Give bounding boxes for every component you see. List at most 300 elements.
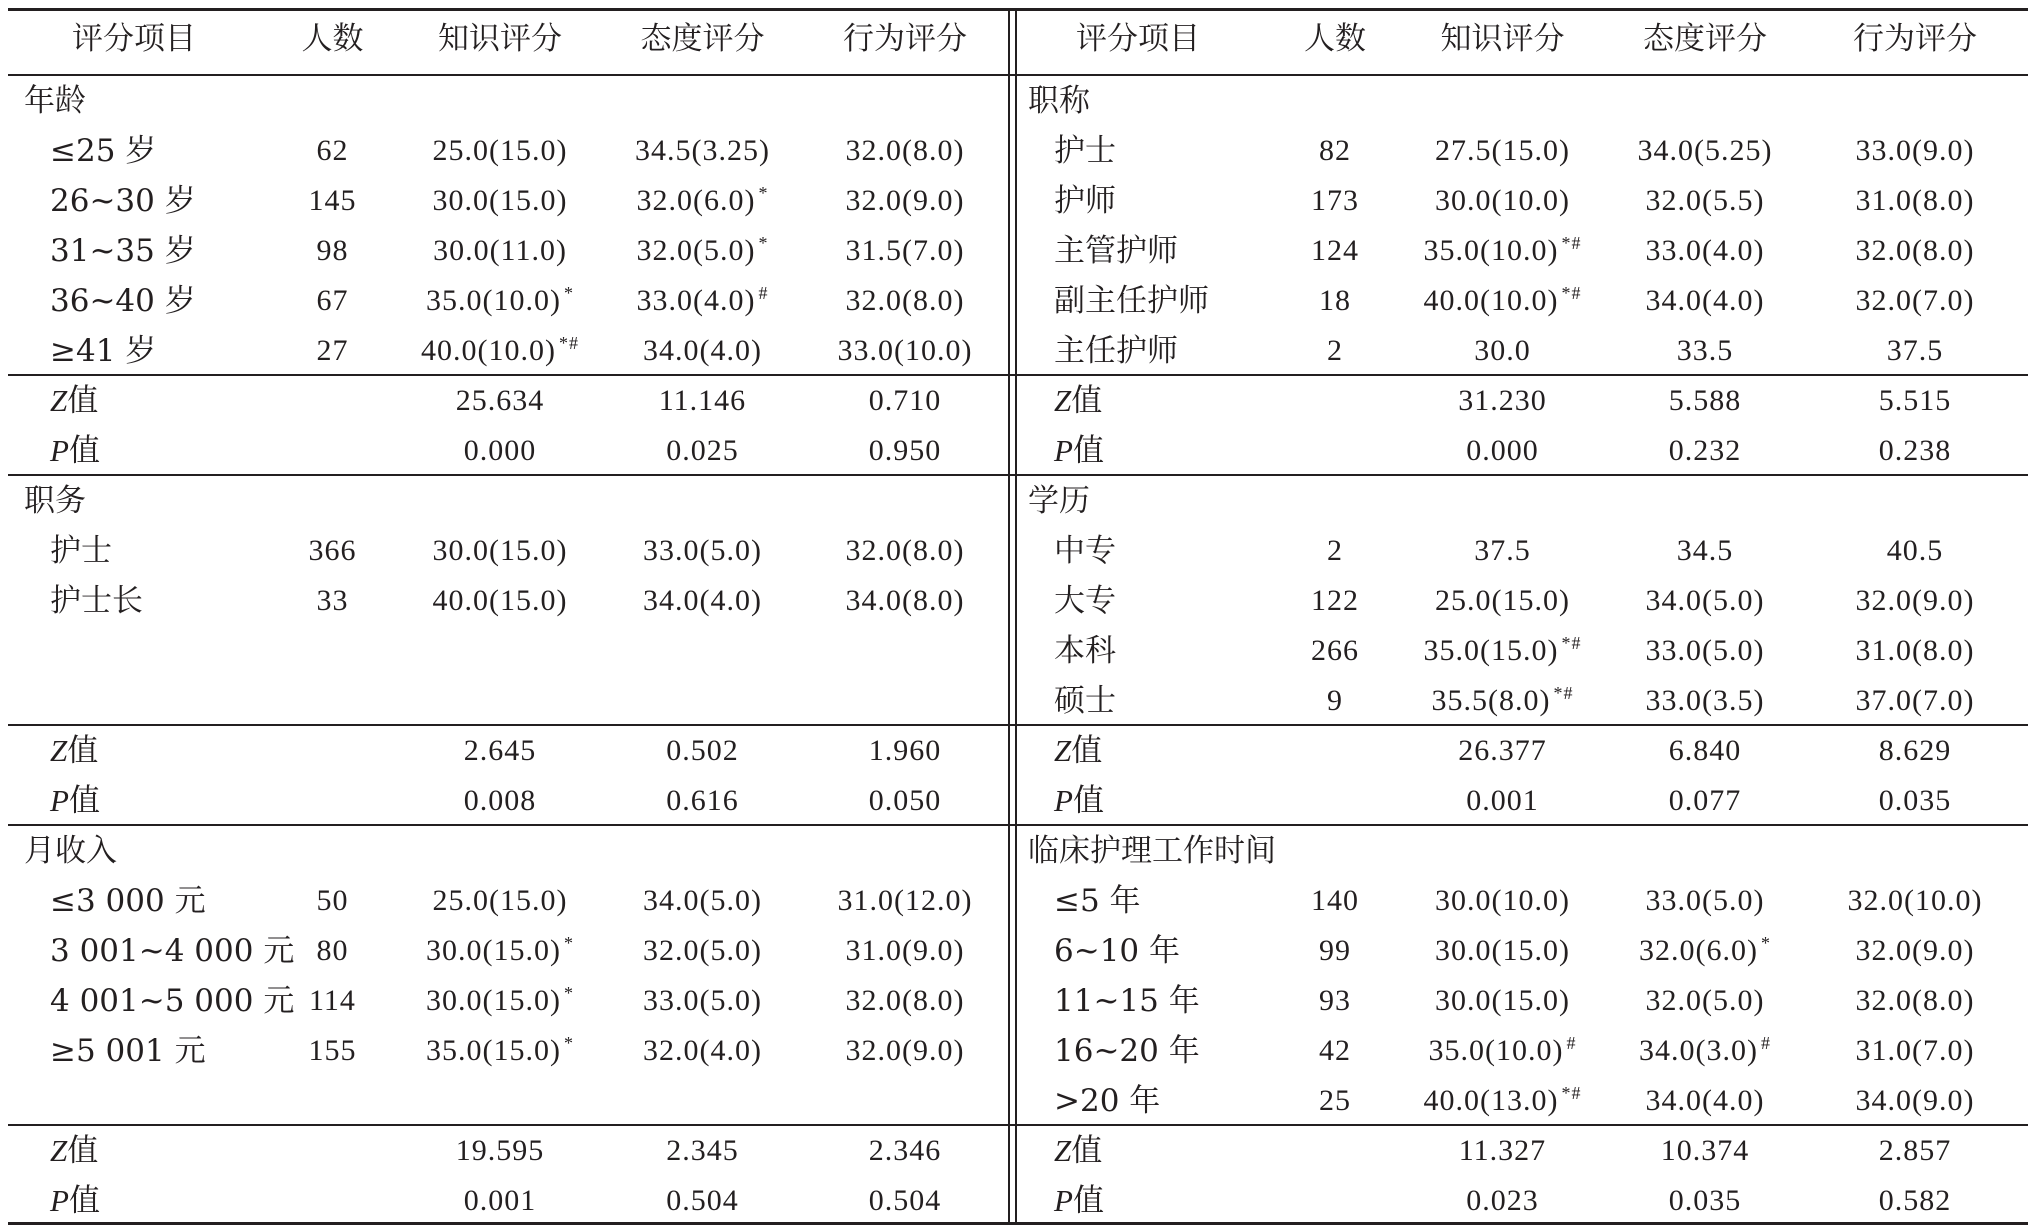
attitude-significance-mark: # [758,283,769,303]
z-value-knowledge-text: 11.327 [1458,1134,1547,1167]
row-knowledge-score [400,926,600,976]
row-behavior-score [1810,326,2020,376]
row-label [1054,1076,1160,1126]
attitude-score-text: 32.0(5.5) [1645,184,1765,217]
col-header-item-text: 评分项目 [72,21,196,57]
row-count-text: 145 [308,184,357,217]
attitude-score-text: 34.0(4.0) [1645,284,1765,317]
row-count [1265,576,1405,626]
z-value-knowledge-text: 26.377 [1458,734,1547,767]
header-rule [8,74,2028,76]
row-label [1054,926,1180,976]
z-value-attitude-text: 5.588 [1668,384,1742,417]
p-value-attitude [1600,1176,1810,1226]
group-title-text: 月收入 [24,833,117,869]
row-behavior-score [805,126,1005,176]
p-value-knowledge-text: 0.001 [463,1184,537,1217]
row-count-text: 42 [1319,1034,1351,1067]
attitude-score-text: 34.0(4.0) [643,334,762,367]
p-value-suffix: 值 [68,783,100,819]
row-count [1265,626,1405,676]
z-value-knowledge [400,376,600,426]
p-value-symbol: P [50,433,69,468]
p-value-label [50,1176,100,1226]
row-label-text: ≤5 年 [1054,883,1141,919]
col-header-knowledge-right [1405,14,1600,64]
behavior-score-text: 34.0(9.0) [1855,1084,1975,1117]
p-value-knowledge [1405,776,1600,826]
z-value-knowledge-text: 31.230 [1458,384,1547,417]
col-header-attitude-left [600,14,805,64]
row-count [265,226,400,276]
row-label-text: ≥41 岁 [50,333,157,369]
z-value-suffix: 值 [67,1133,99,1169]
attitude-score-text: 33.5 [1676,334,1734,367]
row-label-text: >20 年 [1054,1083,1161,1119]
behavior-score-text: 32.0(7.0) [1855,284,1975,317]
col-header-count-right [1265,14,1405,64]
knowledge-significance-mark: * [563,933,574,953]
behavior-score-text: 32.0(10.0) [1847,884,1983,917]
col-header-knowledge-text: 知识评分 [438,21,562,57]
p-value-attitude [600,1176,805,1226]
group-title [1028,826,1276,876]
group-title-text: 学历 [1028,483,1090,519]
row-count-text: 124 [1311,234,1359,267]
behavior-score-text: 32.0(9.0) [845,1034,965,1067]
z-value-knowledge-text: 2.645 [463,734,537,767]
row-count-text: 155 [308,1034,357,1067]
row-knowledge-score [400,226,600,276]
z-value-knowledge [1405,726,1600,776]
behavior-score-text: 32.0(9.0) [1855,934,1975,967]
p-value-behavior [1810,426,2020,476]
behavior-score-text: 32.0(8.0) [845,534,965,567]
z-value-attitude [600,376,805,426]
row-label-text: 31~35 岁 [50,233,196,269]
behavior-score-text: 37.0(7.0) [1855,684,1975,717]
knowledge-significance-mark: * [563,983,574,1003]
col-header-attitude-right [1600,14,1810,64]
row-attitude-score [1600,876,1810,926]
group-title [24,826,117,876]
p-value-behavior-text: 0.504 [868,1184,942,1217]
row-knowledge-score [400,276,600,326]
p-value-label [1054,426,1104,476]
row-attitude-score [1600,1076,1810,1126]
row-count [265,176,400,226]
row-attitude-score [1600,326,1810,376]
z-value-attitude-text: 2.345 [666,1134,739,1167]
knowledge-score-text: 30.0(15.0) [1435,984,1570,1017]
row-knowledge-score [1405,176,1600,226]
p-value-behavior-text: 0.050 [868,784,942,817]
row-attitude-score [1600,976,1810,1026]
z-value-symbol: Z [1054,733,1072,768]
z-value-suffix: 值 [67,383,99,419]
group-title-text: 临床护理工作时间 [1028,833,1276,869]
row-attitude-score [1600,676,1810,726]
row-label-text: 3 001~4 000 元 [50,933,295,969]
knowledge-score-text: 25.0(15.0) [432,134,568,167]
knowledge-significance-mark: *# [1561,1083,1582,1103]
z-value-behavior [1810,726,2020,776]
row-attitude-score [1600,276,1810,326]
knowledge-score-text: 40.0(10.0) [421,334,556,367]
p-value-knowledge-text: 0.000 [463,434,537,467]
col-header-item-left [14,14,254,64]
row-label [1054,526,1116,576]
attitude-score-text: 32.0(6.0) [636,184,756,217]
attitude-score-text: 34.0(5.25) [1637,134,1773,167]
z-value-symbol: Z [1054,1133,1072,1168]
attitude-score-text: 32.0(5.0) [636,234,756,267]
row-count-text: 27 [316,334,349,367]
row-count [1265,126,1405,176]
p-value-symbol: P [50,1183,69,1218]
row-attitude-score [600,1026,805,1076]
row-knowledge-score [1405,226,1600,276]
attitude-score-text: 34.0(5.0) [1645,584,1765,617]
z-value-knowledge [400,726,600,776]
row-attitude-score [600,276,805,326]
z-value-symbol: Z [50,383,68,418]
attitude-significance-mark: * [758,183,769,203]
row-knowledge-score [1405,276,1600,326]
p-value-attitude [600,426,805,476]
group-title-text: 年龄 [24,83,86,119]
row-label-text: 护士 [50,533,112,569]
p-value-knowledge [400,776,600,826]
row-attitude-score [1600,226,1810,276]
p-value-symbol: P [50,783,69,818]
row-behavior-score [1810,676,2020,726]
knowledge-score-text: 40.0(13.0) [1423,1084,1559,1117]
row-count-text: 366 [308,534,357,567]
row-label-text: 本科 [1054,633,1116,669]
z-value-behavior-text: 8.629 [1878,734,1952,767]
col-header-knowledge-text: 知识评分 [1440,21,1565,57]
row-label [50,126,156,176]
row-behavior-score [805,326,1005,376]
group-title-text: 职称 [1028,83,1090,119]
row-count [265,276,400,326]
z-value-behavior [805,726,1005,776]
knowledge-score-text: 30.0(11.0) [433,234,567,267]
p-value-knowledge-text: 0.000 [1466,434,1539,467]
row-knowledge-score [400,876,600,926]
attitude-score-text: 33.0(5.0) [1645,884,1765,917]
col-header-behavior-left [805,14,1005,64]
row-knowledge-score [1405,526,1600,576]
row-count-text: 67 [316,284,349,317]
row-count-text: 93 [1319,984,1351,1017]
z-value-symbol: Z [50,733,68,768]
col-header-count-text: 人数 [301,21,364,57]
row-attitude-score [600,576,805,626]
row-label [50,176,196,226]
knowledge-score-text: 37.5 [1474,534,1531,567]
row-label-text: ≥5 001 元 [50,1033,206,1069]
knowledge-score-text: 30.0(15.0) [432,184,568,217]
attitude-score-text: 33.0(5.0) [643,534,762,567]
p-value-suffix: 值 [68,433,100,469]
z-value-behavior [805,376,1005,426]
z-value-behavior-text: 0.710 [868,384,942,417]
row-count-text: 18 [1319,284,1351,317]
z-value-symbol: Z [1054,383,1072,418]
z-value-behavior [1810,1126,2020,1176]
attitude-score-text: 33.0(5.0) [1645,634,1765,667]
p-value-behavior-text: 0.238 [1878,434,1952,467]
z-value-attitude-text: 6.840 [1668,734,1742,767]
p-value-attitude [600,776,805,826]
center-divider-left [1008,10,1010,1222]
row-knowledge-score [1405,976,1600,1026]
behavior-score-text: 32.0(8.0) [845,284,965,317]
p-value-behavior-text: 0.582 [1878,1184,1952,1217]
row-knowledge-score [1405,926,1600,976]
row-attitude-score [600,926,805,976]
row-behavior-score [805,926,1005,976]
z-value-knowledge [1405,1126,1600,1176]
z-value-knowledge-text: 19.595 [455,1134,545,1167]
row-count [1265,676,1405,726]
row-label-text: 26~30 岁 [50,183,196,219]
col-header-item-right [1018,14,1258,64]
row-behavior-score [805,1026,1005,1076]
knowledge-significance-mark: *# [1561,233,1582,253]
knowledge-score-text: 30.0(10.0) [1435,884,1570,917]
attitude-score-text: 34.0(5.0) [643,884,762,917]
p-value-knowledge [400,1176,600,1226]
knowledge-score-text: 30.0(15.0) [1435,934,1570,967]
z-value-attitude [600,1126,805,1176]
row-behavior-score [805,876,1005,926]
behavior-score-text: 32.0(9.0) [1855,584,1975,617]
behavior-score-text: 34.0(8.0) [845,584,965,617]
attitude-score-text: 33.0(5.0) [643,984,762,1017]
z-value-suffix: 值 [1071,733,1103,769]
knowledge-score-text: 27.5(15.0) [1435,134,1570,167]
row-attitude-score [1600,126,1810,176]
z-value-attitude-text: 10.374 [1660,1134,1750,1167]
row-knowledge-score [400,126,600,176]
p-value-attitude-text: 0.077 [1668,784,1742,817]
behavior-score-text: 31.0(8.0) [1855,634,1975,667]
row-knowledge-score [1405,576,1600,626]
row-knowledge-score [1405,326,1600,376]
knowledge-score-text: 30.0(10.0) [1435,184,1570,217]
row-knowledge-score [1405,626,1600,676]
z-value-label [50,376,98,426]
row-knowledge-score [400,326,600,376]
behavior-score-text: 32.0(8.0) [1855,234,1975,267]
center-divider-right [1015,10,1017,1222]
row-count-text: 62 [316,134,349,167]
row-count [265,1026,400,1076]
p-value-knowledge [400,426,600,476]
row-label-text: 主任护师 [1054,333,1178,369]
z-value-attitude [1600,1126,1810,1176]
row-attitude-score [600,876,805,926]
z-value-label [1054,726,1102,776]
row-count [1265,1026,1405,1076]
row-count [1265,526,1405,576]
knowledge-score-text: 40.0(15.0) [432,584,568,617]
behavior-score-text: 40.5 [1886,534,1944,567]
group-title-text: 职务 [24,483,86,519]
row-label-text: 护士 [1054,133,1116,169]
row-count [265,576,400,626]
row-count [265,326,400,376]
row-behavior-score [805,526,1005,576]
row-knowledge-score [400,576,600,626]
attitude-score-text: 32.0(5.0) [643,934,762,967]
p-value-behavior [805,1176,1005,1226]
row-label-text: 护士长 [50,583,143,619]
knowledge-score-text: 30.0(15.0) [432,534,568,567]
knowledge-score-text: 30.0(15.0) [426,984,561,1017]
row-label [1054,676,1116,726]
row-knowledge-score [1405,676,1600,726]
z-value-suffix: 值 [1071,1133,1103,1169]
row-attitude-score [1600,526,1810,576]
p-value-attitude [1600,776,1810,826]
knowledge-score-text: 30.0(15.0) [426,934,561,967]
knowledge-significance-mark: *# [558,333,579,353]
row-behavior-score [1810,1076,2020,1126]
col-header-behavior-right [1810,14,2020,64]
knowledge-score-text: 30.0 [1474,334,1531,367]
row-attitude-score [600,326,805,376]
z-value-symbol: Z [50,1133,68,1168]
attitude-score-text: 33.0(4.0) [636,284,756,317]
p-value-behavior [805,426,1005,476]
row-attitude-score [600,176,805,226]
p-value-attitude [1600,426,1810,476]
row-count [1265,276,1405,326]
knowledge-score-text: 25.0(15.0) [1435,584,1570,617]
row-count [1265,176,1405,226]
group-title [1028,476,1090,526]
row-behavior-score [805,976,1005,1026]
row-count-text: 122 [1311,584,1359,617]
knowledge-significance-mark: *# [1561,283,1582,303]
row-label [50,976,294,1026]
z-value-attitude [1600,726,1810,776]
p-value-attitude-text: 0.232 [1668,434,1742,467]
row-attitude-score [1600,626,1810,676]
knowledge-score-text: 35.0(10.0) [426,284,561,317]
row-label-text: 11~15 年 [1054,983,1200,1019]
row-behavior-score [1810,126,2020,176]
row-label [50,1026,206,1076]
behavior-score-text: 32.0(8.0) [845,134,965,167]
p-value-behavior-text: 0.950 [868,434,942,467]
row-count-text: 80 [316,934,349,967]
behavior-score-text: 32.0(8.0) [845,984,965,1017]
row-attitude-score [600,976,805,1026]
p-value-attitude-text: 0.616 [666,784,739,817]
group-title [24,76,86,126]
z-value-behavior-text: 1.960 [868,734,942,767]
p-value-label [50,776,100,826]
row-behavior-score [1810,926,2020,976]
z-value-attitude-text: 0.502 [666,734,739,767]
row-label-text: 大专 [1054,583,1116,619]
row-label [1054,876,1141,926]
attitude-score-text: 34.0(4.0) [643,584,762,617]
row-behavior-score [1810,526,2020,576]
row-attitude-score [600,126,805,176]
z-value-knowledge-text: 25.634 [455,384,545,417]
row-label-text: 硕士 [1054,683,1116,719]
z-value-knowledge [1405,376,1600,426]
p-value-knowledge [1405,426,1600,476]
row-count [1265,926,1405,976]
behavior-score-text: 31.0(12.0) [837,884,973,917]
knowledge-significance-mark: *# [1553,683,1574,703]
attitude-significance-mark: # [1760,1033,1771,1053]
attitude-score-text: 34.5 [1676,534,1734,567]
row-count [265,926,400,976]
row-count-text: 140 [1311,884,1359,917]
row-knowledge-score [400,176,600,226]
p-value-attitude-text: 0.035 [1668,1184,1742,1217]
group-title [1028,76,1090,126]
row-label [1054,626,1116,676]
row-behavior-score [805,226,1005,276]
row-count [1265,226,1405,276]
knowledge-significance-mark: * [563,283,574,303]
row-label [1054,126,1116,176]
row-count-text: 2 [1327,334,1343,367]
p-value-suffix: 值 [1072,783,1104,819]
row-count [265,126,400,176]
p-value-symbol: P [1054,783,1073,818]
z-value-behavior-text: 2.857 [1878,1134,1952,1167]
knowledge-significance-mark: * [563,1033,574,1053]
z-value-behavior [1810,376,2020,426]
row-behavior-score [1810,176,2020,226]
p-value-label [1054,776,1104,826]
p-value-behavior [1810,776,2020,826]
row-count [1265,976,1405,1026]
row-attitude-score [600,526,805,576]
p-value-knowledge-text: 0.008 [463,784,537,817]
row-attitude-score [1600,1026,1810,1076]
row-label-text: 6~10 年 [1054,933,1180,969]
row-label [50,576,143,626]
p-value-label [50,426,100,476]
p-value-attitude-text: 0.504 [666,1184,739,1217]
z-value-attitude [600,726,805,776]
row-behavior-score [1810,276,2020,326]
p-value-label [1054,1176,1104,1226]
z-value-suffix: 值 [67,733,99,769]
row-label-text: ≤25 岁 [50,133,157,169]
row-count [265,976,400,1026]
row-label [50,226,196,276]
behavior-score-text: 37.5 [1886,334,1944,367]
p-value-behavior [805,776,1005,826]
attitude-score-text: 34.5(3.25) [635,134,770,167]
z-value-label [1054,376,1102,426]
row-knowledge-score [400,976,600,1026]
row-knowledge-score [400,1026,600,1076]
behavior-score-text: 31.5(7.0) [845,234,965,267]
